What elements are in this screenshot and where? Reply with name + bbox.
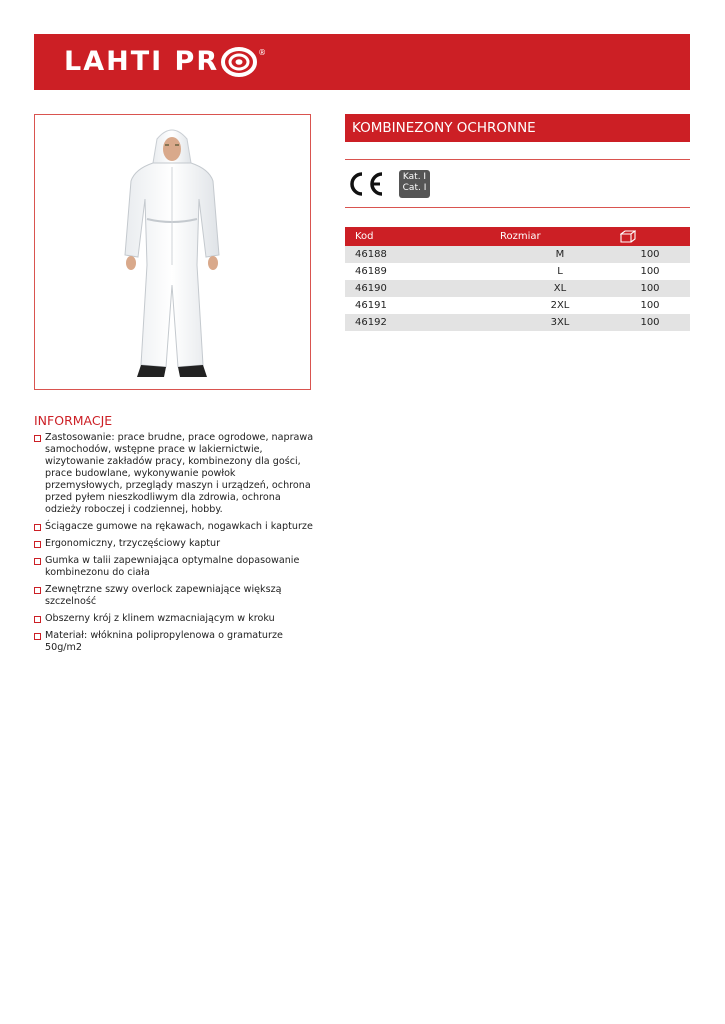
product-title-bar — [345, 114, 690, 142]
cell-kod: 46189 — [355, 266, 387, 277]
certification-row — [345, 170, 430, 198]
info-item-text: Gumka w talii zapewniająca optymalne dopasowanie kombinezonu do ciała — [45, 555, 300, 578]
info-list — [34, 432, 314, 659]
list-item — [34, 630, 314, 654]
ce-mark-icon — [345, 170, 385, 198]
bullet-square-icon — [34, 616, 41, 623]
bullet-square-icon — [34, 541, 41, 548]
product-photo-frame — [34, 114, 311, 390]
info-item-text: Obszerny krój z klinem wzmacniającym w kroku — [45, 613, 275, 624]
table-row — [345, 280, 690, 297]
column-header-kod: Kod — [345, 227, 500, 246]
cell-quantity: 100 — [640, 300, 660, 311]
table-header-row — [345, 227, 690, 246]
brand-logo — [64, 46, 266, 78]
column-header-quantity — [620, 227, 690, 246]
cell-rozmiar: XL — [500, 280, 620, 297]
logo-o-icon — [221, 46, 257, 78]
table-row — [345, 297, 690, 314]
list-item — [34, 432, 314, 516]
header-bar — [34, 34, 690, 90]
cell-quantity: 100 — [620, 246, 690, 263]
cell-kod: 46192 — [345, 314, 500, 331]
info-item-text: Ergonomiczny, trzyczęściowy kaptur — [45, 538, 221, 549]
cell-quantity: 100 — [620, 314, 690, 331]
info-heading: INFORMACJE — [34, 413, 113, 428]
bullet-square-icon — [34, 435, 41, 442]
info-item-text: Zastosowanie: prace brudne, prace ogrodowe, naprawa samochodów, wstępne prace w lakiernictwie, wizytowanie zakładów pracy, kombinezony dla gości, prace budowlane, wykonywanie powłok przemysłowych, przeglądy maszyn i urządzeń, ochrona przed pyłem nieszkodliwym dla zdrowia, ochrona odzieży roboczej i codziennej, hobby. — [45, 432, 314, 515]
list-item — [34, 521, 314, 533]
info-item-text: Zewnętrzne szwy overlock zapewniające większą szczelność — [45, 584, 282, 607]
bullet-square-icon — [34, 633, 41, 640]
product-variants-table — [345, 227, 690, 331]
bullet-square-icon — [34, 587, 41, 594]
cell-kod: 46190 — [345, 280, 500, 297]
registered-mark: ® — [258, 47, 267, 57]
table-row — [345, 263, 690, 280]
cell-rozmiar: M — [500, 246, 620, 263]
cell-rozmiar: L — [557, 266, 563, 277]
bullet-square-icon — [34, 558, 41, 565]
info-item-text: Materiał: włóknina polipropylenowa o gramaturze 50g/m2 — [45, 630, 283, 653]
list-item — [34, 538, 314, 550]
logo-text: LAHTI PR — [64, 46, 220, 77]
cell-quantity: 100 — [620, 280, 690, 297]
divider — [345, 159, 690, 160]
category-badge — [399, 170, 430, 198]
cell-quantity: 100 — [640, 266, 660, 277]
list-item — [34, 555, 314, 579]
cell-kod: 46188 — [345, 246, 500, 263]
info-item-text: Ściągacze gumowe na rękawach, nogawkach i kapturze — [45, 521, 313, 532]
table-row — [345, 314, 690, 331]
cell-kod: 46191 — [355, 300, 387, 311]
table-row — [345, 246, 690, 263]
category-badge-line2: Cat. I — [402, 183, 427, 193]
column-header-rozmiar: Rozmiar — [500, 227, 620, 246]
product-title: KOMBINEZONY OCHRONNE — [352, 120, 536, 136]
divider — [345, 207, 690, 208]
list-item — [34, 613, 314, 625]
list-item — [34, 584, 314, 608]
cell-rozmiar: 2XL — [550, 300, 570, 311]
category-badge-line1: Kat. I — [402, 172, 427, 182]
bullet-square-icon — [34, 524, 41, 531]
protective-coverall-photo — [35, 115, 310, 389]
package-box-icon — [620, 230, 636, 243]
cell-rozmiar: 3XL — [500, 314, 620, 331]
